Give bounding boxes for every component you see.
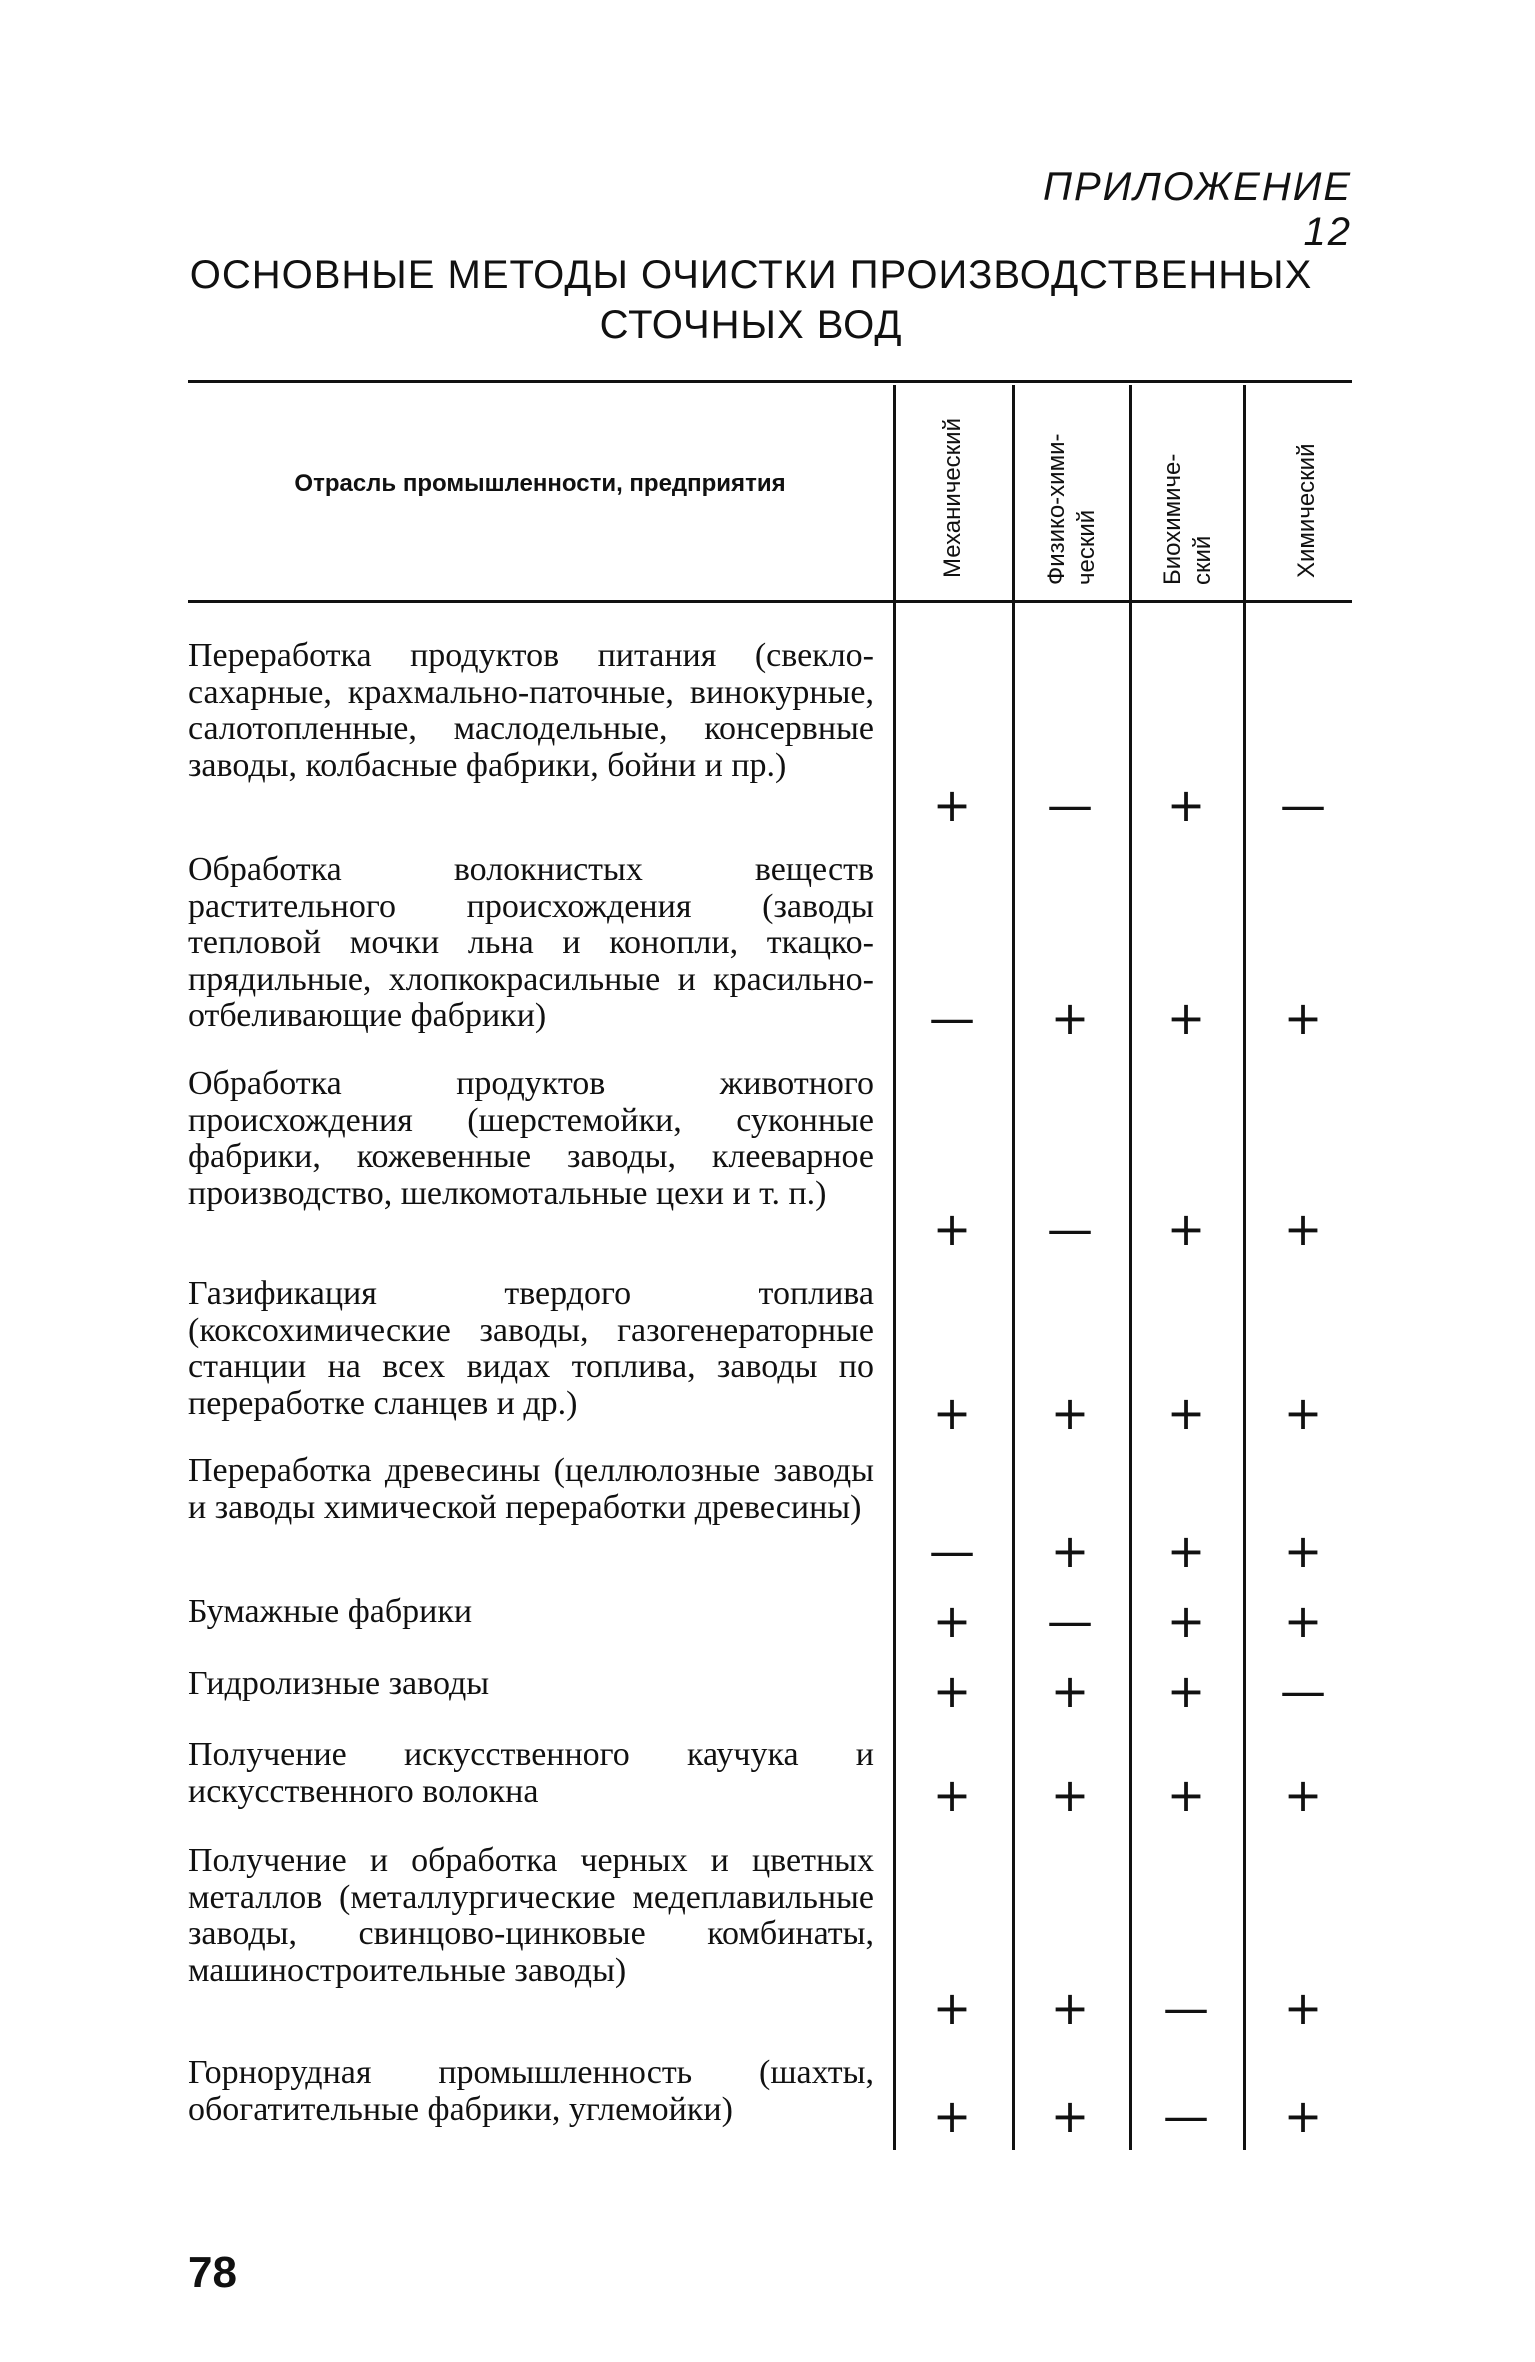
page-title bbox=[150, 250, 1352, 350]
plus-mark: + bbox=[1050, 991, 1090, 1045]
minus-mark: — bbox=[1163, 2089, 1209, 2143]
method-header-chemical bbox=[1292, 444, 1322, 578]
appendix-label: ПРИЛОЖЕНИЕ 12 bbox=[1042, 165, 1352, 254]
plus-mark: + bbox=[932, 1202, 972, 1256]
column-divider bbox=[1129, 385, 1132, 2150]
plus-mark: + bbox=[932, 1768, 972, 1822]
plus-mark: + bbox=[1283, 1981, 1323, 2035]
title-line-1: ОСНОВНЫЕ МЕТОДЫ ОЧИСТКИ ПРОИЗВОДСТВЕННЫХ bbox=[189, 253, 1313, 297]
plus-mark: + bbox=[1050, 1768, 1090, 1822]
method-header-chemical-text: Химический bbox=[1293, 443, 1320, 578]
minus-mark: — bbox=[1047, 1202, 1093, 1256]
plus-mark: + bbox=[1166, 1386, 1206, 1440]
plus-mark: + bbox=[932, 2089, 972, 2143]
plus-mark: + bbox=[1166, 1594, 1206, 1648]
row-branch-text: Горнорудная промышленность (шахты, обогатительные фабрики, углемойки) bbox=[188, 2054, 874, 2128]
method-header-line: ческий bbox=[1073, 509, 1100, 585]
minus-mark: — bbox=[1047, 778, 1093, 832]
method-header-line: Биохимиче- bbox=[1159, 453, 1186, 585]
minus-mark: — bbox=[1280, 1664, 1326, 1718]
minus-mark: — bbox=[929, 1524, 975, 1578]
plus-mark: + bbox=[1283, 1594, 1323, 1648]
row-branch-text: Получение и обработка черных и цветных металлов (металлургические медеплавильные заводы, свинцово-цинковые комбинаты, машиностроительные заводы) bbox=[188, 1842, 874, 1989]
plus-mark: + bbox=[1283, 991, 1323, 1045]
method-header-biochem bbox=[1158, 454, 1218, 585]
plus-mark: + bbox=[932, 778, 972, 832]
plus-mark: + bbox=[1283, 1386, 1323, 1440]
plus-mark: + bbox=[932, 1594, 972, 1648]
method-header-biochem-text bbox=[1158, 454, 1218, 585]
plus-mark: + bbox=[1050, 1664, 1090, 1718]
plus-mark: + bbox=[1166, 1524, 1206, 1578]
row-branch-text: Обработка волокнистых веществ растительного происхождения (заводы тепловой мочки льна и конопли, ткацко-прядильные, хлопкокрасильные и красильно-отбеливающие фабрики) bbox=[188, 851, 874, 1034]
minus-mark: — bbox=[929, 991, 975, 1045]
row-branch-text: Бумажные фабрики bbox=[188, 1593, 473, 1630]
method-header-physchem bbox=[1042, 434, 1102, 585]
branch-column-header: Отрасль промышленности, предприятия bbox=[294, 470, 786, 497]
plus-mark: + bbox=[932, 1664, 972, 1718]
plus-mark: + bbox=[1166, 1768, 1206, 1822]
plus-mark: + bbox=[932, 1386, 972, 1440]
plus-mark: + bbox=[1283, 1202, 1323, 1256]
title-line-2: СТОЧНЫХ ВОД bbox=[599, 303, 903, 347]
plus-mark: + bbox=[1050, 1524, 1090, 1578]
column-divider bbox=[1012, 385, 1015, 2150]
minus-mark: — bbox=[1047, 1594, 1093, 1648]
page-number: 78 bbox=[188, 2248, 237, 2297]
plus-mark: + bbox=[1050, 1386, 1090, 1440]
method-header-physchem-text bbox=[1042, 434, 1102, 585]
row-branch-text: Гидролизные заводы bbox=[188, 1665, 490, 1702]
plus-mark: + bbox=[1166, 1664, 1206, 1718]
header-bottom-rule bbox=[188, 600, 1352, 603]
row-branch-text: Получение искусственного каучука и искусственного волокна bbox=[188, 1736, 874, 1810]
plus-mark: + bbox=[932, 1981, 972, 2035]
plus-mark: + bbox=[1283, 1524, 1323, 1578]
plus-mark: + bbox=[1050, 1981, 1090, 2035]
table-top-rule bbox=[188, 380, 1352, 383]
plus-mark: + bbox=[1283, 2089, 1323, 2143]
method-header-mechanical-text: Механический bbox=[939, 418, 966, 578]
column-divider bbox=[1243, 385, 1246, 2150]
row-branch-text: Переработка древесины (целлюлозные заводы и заводы химической переработки древесины) bbox=[188, 1452, 874, 1526]
minus-mark: — bbox=[1163, 1981, 1209, 2035]
column-divider bbox=[893, 385, 896, 2150]
method-header-line: Физико-хими- bbox=[1043, 433, 1070, 585]
plus-mark: + bbox=[1166, 991, 1206, 1045]
minus-mark: — bbox=[1280, 778, 1326, 832]
plus-mark: + bbox=[1166, 1202, 1206, 1256]
plus-mark: + bbox=[1166, 778, 1206, 832]
row-branch-text: Обработка продуктов животного происхождения (шерстемойки, суконные фабрики, кожевенные заводы, клееварное производство, шелкомотальные цехи и т. п.) bbox=[188, 1065, 874, 1212]
row-branch-text: Переработка продуктов питания (свекло-сахарные, крахмально-паточные, винокурные, салотопленные, маслодельные, консервные заводы, колбасные фабрики, бойни и пр.) bbox=[188, 637, 874, 784]
row-branch-text: Газификация твердого топлива (коксохимические заводы, газогенераторные станции на всех видах топлива, заводы по переработке сланцев и др.) bbox=[188, 1275, 874, 1422]
plus-mark: + bbox=[1050, 2089, 1090, 2143]
method-header-line: ский bbox=[1189, 535, 1216, 585]
plus-mark: + bbox=[1283, 1768, 1323, 1822]
method-header-mechanical bbox=[938, 418, 968, 578]
